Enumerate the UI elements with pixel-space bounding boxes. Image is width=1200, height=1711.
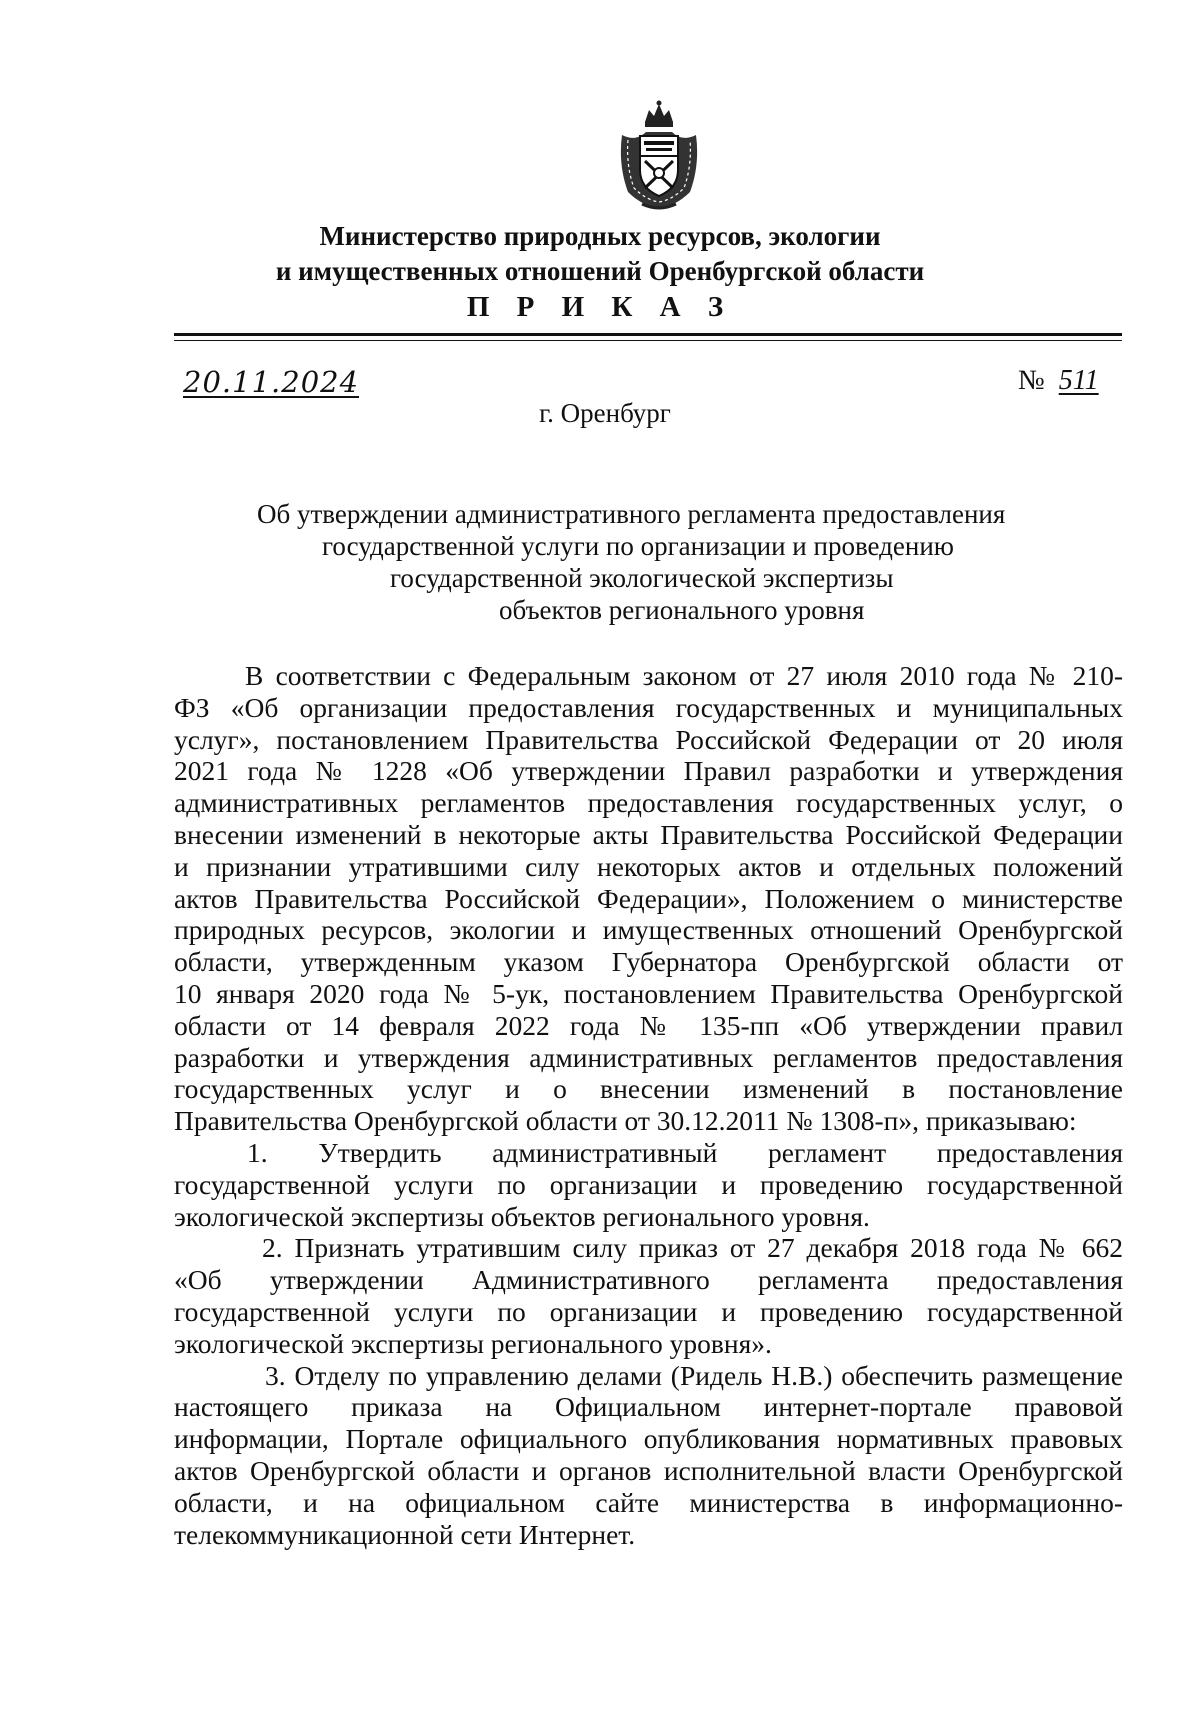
body-line: экологической экспертизы объектов регионального уровня. xyxy=(174,1200,870,1232)
body-line: актов Оренбургской области и органов исполнительной власти Оренбургской xyxy=(174,1454,1123,1486)
order-body xyxy=(174,660,1123,1550)
body-line: государственной услуги по организации и проведению государственной xyxy=(174,1168,1123,1200)
header-rule-thin xyxy=(174,340,1122,341)
order-subject xyxy=(0,498,1200,626)
body-line: настоящего приказа на Официальном интернет-портале правовой xyxy=(174,1391,1123,1423)
body-line: телекоммуникационной сети Интернет. xyxy=(174,1518,636,1550)
subject-line: Об утверждении административного регламента предоставления xyxy=(257,499,1006,529)
subject-line: объектов регионального уровня xyxy=(499,595,865,625)
body-line: области, и на официальном сайте министерства в информационно- xyxy=(174,1486,1123,1518)
body-line: природных ресурсов, экологии и имущественных отношений Оренбургской xyxy=(174,914,1123,946)
body-line: административных регламентов предоставления государственных услуг, о xyxy=(174,787,1123,819)
body-line: 10 января 2020 года № 5-ук, постановлением Правительства Оренбургской xyxy=(174,977,1123,1009)
body-line: ФЗ «Об организации предоставления государственных и муниципальных xyxy=(174,691,1123,723)
body-line: разработки и утверждения административных регламентов предоставления xyxy=(174,1041,1123,1073)
subject-line: государственной экологической экспертизы xyxy=(390,563,894,593)
body-line: услуг», постановлением Правительства Российской Федерации от 20 июля xyxy=(174,723,1123,755)
body-line: 1. Утвердить административный регламент предоставления xyxy=(247,1136,1123,1168)
body-line: области от 14 февраля 2022 года № 135-пп «Об утверждении правил xyxy=(174,1009,1123,1041)
city: г. Оренбург xyxy=(539,398,671,428)
body-line: 2. Признать утратившим силу приказ от 27 декабря 2018 года № 662 xyxy=(262,1232,1123,1264)
order-number-label: № xyxy=(1018,365,1045,396)
body-line: 3. Отделу по управлению делами (Ридель Н.В.) обеспечить размещение xyxy=(265,1359,1123,1391)
body-line: актов Правительства Российской Федерации», Положением о министерстве xyxy=(174,882,1123,914)
subject-line: государственной услуги по организации и проведению xyxy=(322,531,954,561)
body-line: и признании утратившими силу некоторых актов и отдельных положений xyxy=(174,850,1123,882)
ministry-name xyxy=(0,219,1200,289)
body-line: информации, Портале официального опубликования нормативных правовых xyxy=(174,1423,1123,1455)
header-rule-thick xyxy=(174,333,1122,336)
ministry-name-line-2: и имущественных отношений Оренбургской области xyxy=(275,256,925,286)
body-line: экологической экспертизы регионального уровня». xyxy=(174,1327,772,1359)
body-line: Правительства Оренбургской области от 30.12.2011 № 1308-п», приказываю: xyxy=(174,1105,1077,1137)
body-line: 2021 года № 1228 «Об утверждении Правил разработки и утверждения xyxy=(174,755,1123,787)
body-line: В соответствии с Федеральным законом от 27 июля 2010 года № 210- xyxy=(245,660,1123,691)
order-number-value: 511 xyxy=(1058,365,1099,396)
body-line: внесении изменений в некоторые акты Правительства Российской Федерации xyxy=(174,818,1123,850)
body-line: государственной услуги по организации и проведению государственной xyxy=(174,1295,1123,1327)
body-line: области, утвержденным указом Губернатора Оренбургской области от xyxy=(174,946,1123,978)
coat-of-arms-icon xyxy=(612,100,706,212)
body-line: государственных услуг и о внесении изменений в постановление xyxy=(174,1073,1123,1105)
order-number xyxy=(1018,365,1099,397)
order-date: 20.11.2024 xyxy=(183,365,360,399)
body-line: «Об утверждении Административного регламента предоставления xyxy=(174,1264,1123,1296)
ministry-name-line-1: Министерство природных ресурсов, экологии xyxy=(319,221,881,251)
document-type-title: П Р И К А З xyxy=(466,291,734,323)
